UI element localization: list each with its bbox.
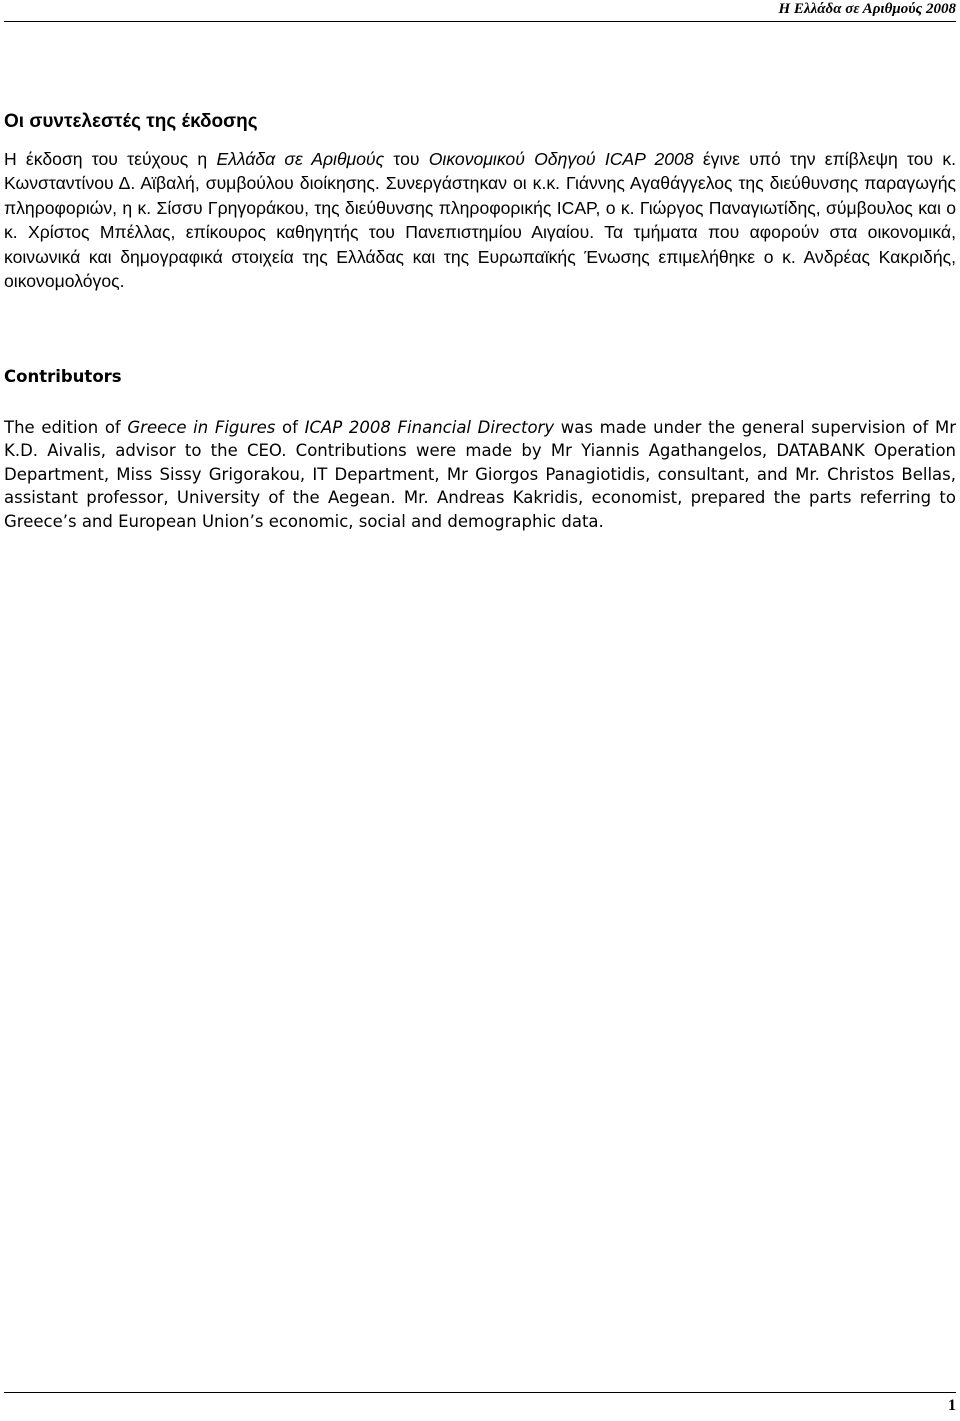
english-contributors-section	[4, 365, 956, 533]
greek-paragraph-connector: του	[384, 149, 429, 169]
english-directory-title: ICAP 2008 Financial Directory	[304, 418, 555, 437]
greek-section-heading: Οι συντελεστές της έκδοσης	[4, 111, 258, 132]
english-paragraph-intro: The edition of	[4, 418, 128, 437]
header-divider	[4, 21, 956, 22]
greek-contributors-section	[4, 110, 956, 293]
greek-contributors-paragraph	[4, 147, 956, 293]
greek-paragraph-intro: Η έκδοση του τεύχους η	[4, 149, 217, 169]
english-publication-title: Greece in Figures	[127, 418, 276, 437]
greek-paragraph-body: έγινε υπό την επίβλεψη του κ. Κωνσταντίνου Δ. Αϊβαλή, συμβούλου διοίκησης. Συνεργάστηκαν οι κ.κ. Γιάννης Αγαθάγγελος της διεύθυνσης παραγωγής πληροφοριών, η κ. Σίσσυ Γρηγοράκου, της διεύθυνσης πληροφορικής ICAP, ο κ. Γιώργος Παναγιωτίδης, σύμβουλος και ο κ. Χρίστος Μπέλλας, επίκουρος καθηγητής του Πανεπιστημίου Αιγαίου. Τα τμήματα που αφορούν στα οικονομικά, κοινωνικά και δημογραφικά στοιχεία της Ελλάδας και της Ευρωπαϊκής Ένωσης επιμελήθηκε ο κ. Ανδρέας Κακριδής, οικονομολόγος.	[4, 149, 957, 292]
greek-publication-title: Ελλάδα σε Αριθμούς	[216, 149, 385, 169]
english-paragraph-connector: of	[275, 418, 305, 437]
running-header-title: Η Ελλάδα σε Αριθμούς 2008	[778, 1, 956, 17]
english-section-heading: Contributors	[4, 367, 122, 386]
page-number: 1	[948, 1397, 956, 1414]
english-paragraph-body: was made under the general supervision of Mr K.D. Aivalis, advisor to the CEO. Contributions were made by Mr Yiannis Agathangelos, DATABANK Operation Department, Miss Sissy Grigorakou, IT Department, Mr Giorgos Panagiotidis, consultant, and Mr. Christos Bellas, assistant professor, University of the Aegean. Mr. Andreas Kakridis, economist, prepared the parts referring to Greece’s and European Union’s economic, social and demographic data.	[4, 418, 956, 531]
greek-directory-title: Οικονομικού Οδηγού ICAP 2008	[428, 149, 694, 169]
english-contributors-paragraph	[4, 416, 956, 533]
footer-divider	[4, 1392, 956, 1393]
